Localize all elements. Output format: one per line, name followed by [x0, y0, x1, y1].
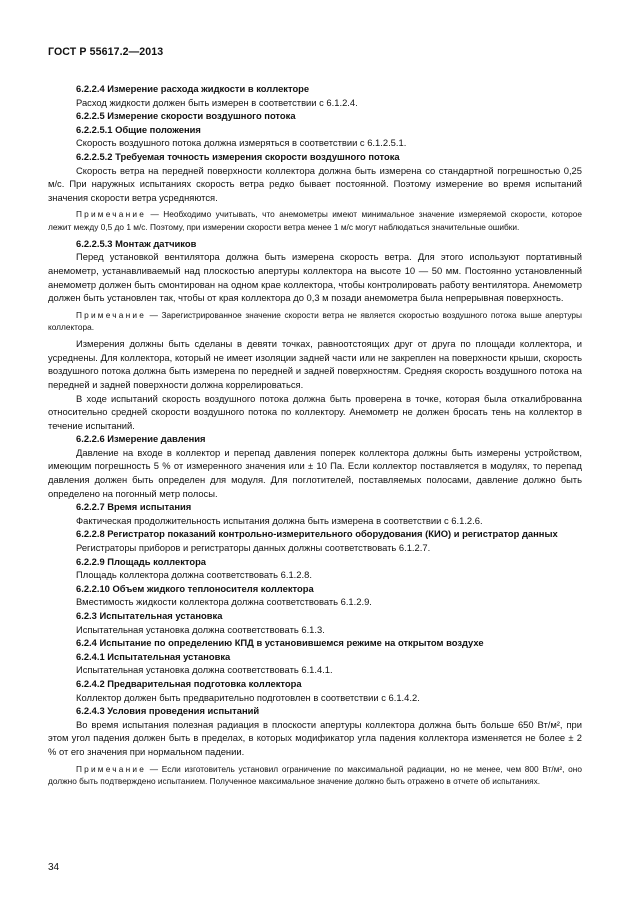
body-paragraph: Площадь коллектора должна соответствовать 6.1.2.8.: [76, 569, 312, 581]
body-paragraph: Скорость ветра на передней поверхности коллектора должна быть измерена со стандартной погрешностью 0,25 м/с. При наружных испытаниях скорость ветра редко бывает постоянной. Поэтому измерение во время испытаний значения скорости ветра усредняются.: [48, 164, 582, 203]
note-paragraph: [48, 208, 582, 232]
section-heading: 6.2.2.5 Измерение скорости воздушного потока: [76, 110, 296, 122]
section-heading: 6.2.4.3 Условия проведения испытаний: [76, 705, 260, 717]
body-paragraph: Фактическая продолжительность испытания должна быть измерена в соответствии с 6.1.2.6.: [76, 514, 483, 526]
body-paragraph: В ходе испытаний скорость воздушного потока должна быть проверена в точке, которая была откалиброванна относительно средней скорости воздушного потока по коллектору. Анемометр не должен бросать тень на коллектор в течение испытаний.: [48, 392, 582, 431]
body-paragraph: Скорость воздушного потока должна измеряться в соответствии с 6.1.2.5.1.: [76, 137, 407, 149]
note-label: Примечание: [76, 763, 147, 774]
note-text: — Необходимо учитывать, что анемометры имеют минимальное значение измеряемой скорости, которое лежит между 0,5 до 1 м/с. Поэтому, при измерении скорости ветра менее 1 м/с могут наблюдаться значительные ошибки.: [48, 209, 582, 232]
body-paragraph: Испытательная установка должна соответствовать 6.1.4.1.: [76, 664, 333, 676]
section-heading: 6.2.2.9 Площадь коллектора: [76, 555, 207, 567]
note-text: — Зарегистрированное значение скорости ветра не является скоростью воздушного потока выше апертуры коллектора.: [48, 309, 582, 332]
note-label: Примечание: [76, 309, 147, 320]
note-paragraph: [48, 763, 582, 787]
document-body: [48, 82, 582, 791]
section-heading: 6.2.4.1 Испытательная установка: [76, 650, 231, 662]
section-heading: 6.2.2.7 Время испытания: [76, 501, 192, 513]
body-paragraph: Испытательная установка должна соответствовать 6.1.3.: [76, 623, 325, 635]
document-header: ГОСТ Р 55617.2—2013: [48, 46, 164, 58]
section-heading: 6.2.2.4 Измерение расхода жидкости в коллекторе: [76, 83, 310, 94]
body-paragraph: Во время испытания полезная радиация в плоскости апертуры коллектора должна быть больше 650 Вт/м², при этом угол падения должен быть в пределах, в которых модификатор угла падения коллектора изменяется не более ± 2 % от его значения при нормальном падении.: [48, 718, 582, 757]
note-paragraph: [48, 309, 582, 333]
section-heading: 6.2.2.10 Объем жидкого теплоносителя коллектора: [76, 582, 314, 594]
body-paragraph: Вместимость жидкости коллектора должна соответствовать 6.1.2.9.: [76, 596, 372, 608]
body-paragraph: Расход жидкости должен быть измерен в соответствии с 6.1.2.4.: [76, 96, 358, 108]
body-paragraph: Коллектор должен быть предварительно подготовлен в соответствии с 6.1.4.2.: [76, 691, 420, 703]
section-heading: 6.2.3 Испытательная установка: [76, 610, 223, 621]
note-text: — Если изготовитель установил ограничение по максимальной радиации, но не менее, чем 800 Вт/м², оно должно быть подтверждено испытанием. Полученное максимальное значение должно быть отражено в отчете об испытаниях.: [48, 763, 582, 786]
section-heading: 6.2.2.5.1 Общие положения: [76, 123, 201, 135]
section-heading: 6.2.2.5.3 Монтаж датчиков: [76, 237, 197, 249]
section-heading: 6.2.2.6 Измерение давления: [76, 433, 206, 445]
body-paragraph: Давление на входе в коллектор и перепад давления поперек коллектора должны быть измерены устройством, имеющим погрешность 5 % от измеренного значения или ± 10 Па. Если коллектор поставляется в модулях, то перепад давления должен быть определен для модуля. Для поглотителей, поставляемых полосами, давление должно быть определено на погонный метр полосы.: [48, 446, 582, 499]
note-label: Примечание: [76, 209, 147, 220]
body-paragraph: Измерения должны быть сделаны в девяти точках, равноотстоящих друг от друга по площади коллектора, и усреднены. Для коллектора, который не имеет изоляции задней части или не закреплен на поверхности крыши, скорость воздушного потока должна быть измерена по передней и задней поверхностям. Средняя скорость воздушного потока на передней и задней поверхности должна коррелироваться.: [48, 338, 582, 390]
section-heading: 6.2.2.8 Регистратор показаний контрольно-измерительного оборудования (КИО) и регистратор данных: [76, 528, 558, 540]
section-heading: 6.2.4.2 Предварительная подготовка коллектора: [76, 677, 302, 689]
section-heading: 6.2.2.5.2 Требуемая точность измерения скорости воздушного потока: [76, 150, 400, 162]
body-paragraph: Перед установкой вентилятора должна быть измерена скорость ветра. Для этого используют портативный анемометр, устанавливаемый над плоскостью апертуры коллектора на высоте 10 — 50 мм. Постоянно установленный анемометр должен быть смонтирован на одном крае коллектора, чтобы контролировать работу вентилятора. Анемометр должен быть установлен так, чтобы от края коллектора до 0,3 м позади анемометра была непрерывная поверхность.: [48, 251, 582, 304]
section-heading: 6.2.4 Испытание по определению КПД в установившемся режиме на открытом воздухе: [76, 637, 484, 649]
body-paragraph: Регистраторы приборов и регистраторы данных должны соответствовать 6.1.2.7.: [76, 542, 431, 554]
page-number: 34: [48, 862, 60, 873]
